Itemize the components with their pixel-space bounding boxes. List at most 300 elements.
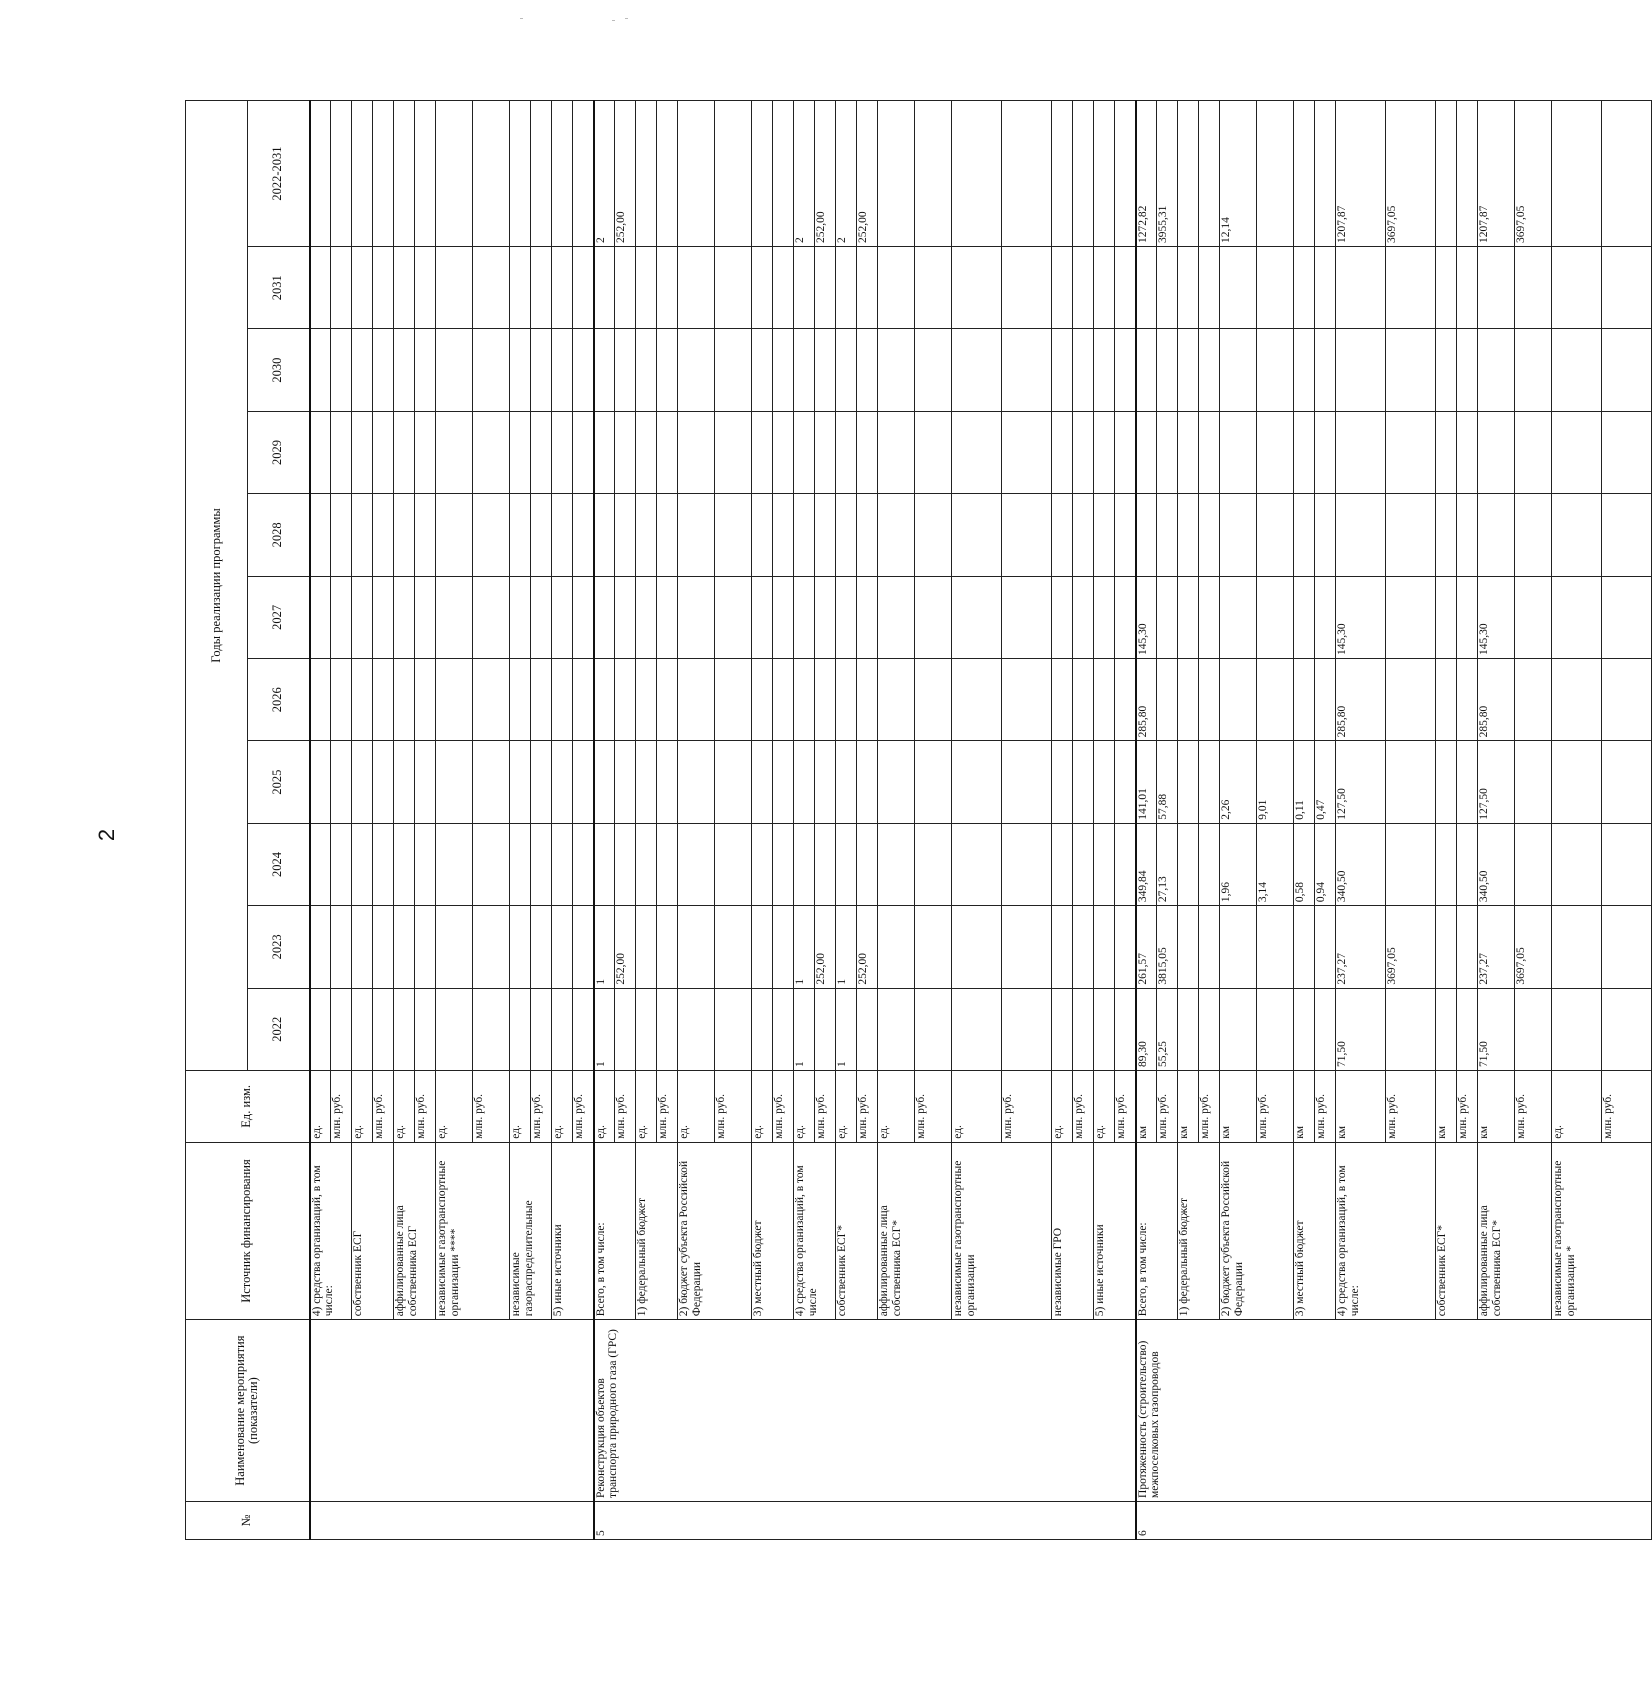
cell-value: [310, 576, 331, 658]
cell-value: [1178, 576, 1199, 658]
cell-unit: млн. руб.: [1386, 1070, 1436, 1142]
cell-value: [715, 101, 752, 247]
cell-value: [510, 494, 531, 576]
cell-value: [794, 329, 815, 411]
cell-value: [952, 741, 1002, 823]
cell-value: [594, 823, 615, 905]
cell-value: [573, 101, 594, 247]
cell-value: [1436, 411, 1457, 493]
cell-value: [352, 247, 373, 329]
cell-value: [773, 494, 794, 576]
cell-value: [310, 906, 331, 988]
cell-value: [1436, 494, 1457, 576]
cell-value: [1315, 411, 1336, 493]
cell-value: [1052, 988, 1073, 1070]
cell-value: [1115, 659, 1136, 741]
cell-unit: км: [1220, 1070, 1257, 1142]
cell-value: [773, 906, 794, 988]
cell-value: 71,50: [1336, 988, 1386, 1070]
rotated-table-wrapper: [185, 100, 1614, 1540]
cell-value: [1115, 576, 1136, 658]
cell-value: [1257, 247, 1294, 329]
cell-value: [878, 329, 915, 411]
cell-value: [1436, 906, 1457, 988]
cell-value: [1094, 659, 1115, 741]
cell-value: [573, 741, 594, 823]
cell-unit: км: [1136, 1070, 1157, 1142]
cell-value: [436, 988, 473, 1070]
cell-value: 1272,82: [1136, 101, 1157, 247]
cell-source: 4) средства организаций, в том числе:: [1336, 1142, 1436, 1319]
cell-source: аффилированные лица собственника ЕСГ*: [1478, 1142, 1552, 1319]
cell-value: [1073, 247, 1094, 329]
cell-value: [915, 741, 952, 823]
cell-unit: ед.: [952, 1070, 1002, 1142]
cell-value: [1094, 823, 1115, 905]
cell-value: [1602, 494, 1652, 576]
cell-value: [1602, 576, 1652, 658]
cell-value: [915, 988, 952, 1070]
cell-value: [1436, 823, 1457, 905]
cell-value: [773, 101, 794, 247]
cell-unit: млн. руб.: [531, 1070, 552, 1142]
cell-value: [1294, 329, 1315, 411]
cell-value: [310, 988, 331, 1070]
cell-number: [310, 1501, 594, 1539]
cell-source: 1) федеральный бюджет: [1178, 1142, 1220, 1319]
cell-value: [915, 659, 952, 741]
cell-unit: млн. руб.: [1073, 1070, 1094, 1142]
cell-value: [415, 906, 436, 988]
cell-value: 237,27: [1336, 906, 1386, 988]
cell-value: [331, 988, 352, 1070]
cell-value: [310, 329, 331, 411]
cell-source: независимые газотранспортные организации ****: [436, 1142, 510, 1319]
cell-event-name: Протяженность (строительство) межпоселковых газопроводов: [1136, 1320, 1652, 1502]
cell-event-name: Реконструкция объектов транспорта природного газа (ГРС): [594, 1320, 1136, 1502]
cell-value: [1220, 906, 1257, 988]
cell-value: [1552, 659, 1602, 741]
cell-value: [394, 329, 415, 411]
cell-value: [678, 576, 715, 658]
cell-value: [1220, 329, 1257, 411]
cell-value: [1094, 329, 1115, 411]
cell-value: [1002, 329, 1052, 411]
cell-value: [615, 247, 636, 329]
table-row: [594, 101, 615, 1540]
cell-value: [636, 329, 657, 411]
cell-source: аффилированные лица собственника ЕСГ: [394, 1142, 436, 1319]
cell-value: [552, 988, 573, 1070]
cell-value: [878, 101, 915, 247]
cell-value: [394, 906, 415, 988]
cell-value: [857, 988, 878, 1070]
cell-value: [815, 329, 836, 411]
cell-value: [1257, 101, 1294, 247]
cell-value: [615, 659, 636, 741]
cell-unit: ед.: [352, 1070, 373, 1142]
cell-value: [1157, 576, 1178, 658]
cell-value: 1: [594, 988, 615, 1070]
cell-value: [1002, 659, 1052, 741]
cell-value: [1257, 576, 1294, 658]
cell-value: [1199, 659, 1220, 741]
cell-value: [715, 494, 752, 576]
cell-value: [310, 741, 331, 823]
cell-value: 145,30: [1478, 576, 1515, 658]
cell-value: [510, 576, 531, 658]
header-event-name: Наименование мероприятия (показатели): [186, 1320, 310, 1502]
cell-source: аффилированные лица собственника ЕСГ*: [878, 1142, 952, 1319]
cell-value: [510, 411, 531, 493]
cell-value: [1336, 329, 1386, 411]
cell-unit: млн. руб.: [1115, 1070, 1136, 1142]
cell-value: [752, 823, 773, 905]
cell-value: [436, 576, 473, 658]
cell-value: [573, 329, 594, 411]
cell-number: 6: [1136, 1501, 1652, 1539]
cell-value: [678, 247, 715, 329]
cell-value: [678, 329, 715, 411]
header-unit: Ед. изм.: [186, 1070, 310, 1142]
cell-unit: млн. руб.: [773, 1070, 794, 1142]
cell-source: 1) федеральный бюджет: [636, 1142, 678, 1319]
cell-value: [373, 823, 394, 905]
cell-value: 1: [794, 988, 815, 1070]
cell-value: [1436, 988, 1457, 1070]
cell-unit: млн. руб.: [715, 1070, 752, 1142]
header-year: 2022: [248, 988, 310, 1070]
cell-value: [752, 494, 773, 576]
cell-value: [794, 576, 815, 658]
cell-unit: км: [1178, 1070, 1199, 1142]
cell-value: [1199, 101, 1220, 247]
cell-value: [373, 659, 394, 741]
cell-value: [552, 659, 573, 741]
cell-value: [1199, 823, 1220, 905]
cell-value: [531, 494, 552, 576]
cell-value: [1386, 823, 1436, 905]
scan-speck: [520, 18, 523, 19]
header-year: 2031: [248, 247, 310, 329]
cell-value: [331, 576, 352, 658]
cell-unit: ед.: [1552, 1070, 1602, 1142]
cell-value: [794, 823, 815, 905]
cell-value: [436, 101, 473, 247]
cell-unit: ед.: [678, 1070, 715, 1142]
cell-value: 1207,87: [1336, 101, 1386, 247]
cell-value: [636, 988, 657, 1070]
cell-unit: млн. руб.: [573, 1070, 594, 1142]
cell-value: [394, 659, 415, 741]
cell-value: [678, 101, 715, 247]
cell-value: [573, 906, 594, 988]
cell-value: [1073, 659, 1094, 741]
cell-value: [1457, 329, 1478, 411]
cell-value: [1115, 329, 1136, 411]
cell-value: [373, 247, 394, 329]
cell-value: [310, 823, 331, 905]
cell-value: [531, 659, 552, 741]
financing-table: [185, 100, 1652, 1540]
cell-value: 2: [836, 101, 857, 247]
cell-value: [1094, 247, 1115, 329]
cell-value: [573, 988, 594, 1070]
cell-value: [1257, 659, 1294, 741]
cell-value: [1457, 988, 1478, 1070]
cell-value: [1552, 906, 1602, 988]
header-year: 2025: [248, 741, 310, 823]
cell-value: [1436, 247, 1457, 329]
cell-value: [1552, 411, 1602, 493]
cell-value: [1552, 494, 1602, 576]
cell-value: 0,47: [1315, 741, 1336, 823]
cell-value: [657, 101, 678, 247]
cell-value: [715, 906, 752, 988]
cell-value: [815, 576, 836, 658]
cell-value: [1220, 247, 1257, 329]
cell-value: [531, 741, 552, 823]
cell-value: [415, 494, 436, 576]
cell-value: [373, 494, 394, 576]
cell-value: [1515, 576, 1552, 658]
cell-value: 0,11: [1294, 741, 1315, 823]
cell-value: 252,00: [857, 906, 878, 988]
cell-value: [657, 247, 678, 329]
cell-value: [1052, 906, 1073, 988]
cell-value: [552, 823, 573, 905]
cell-value: [1178, 494, 1199, 576]
cell-value: [1220, 988, 1257, 1070]
cell-value: [1094, 576, 1115, 658]
cell-value: [952, 988, 1002, 1070]
cell-unit: ед.: [510, 1070, 531, 1142]
scan-speck: [625, 18, 628, 19]
cell-value: [1002, 411, 1052, 493]
cell-value: [1457, 659, 1478, 741]
cell-source: 2) бюджет субъекта Российской Федерации: [1220, 1142, 1294, 1319]
cell-value: [636, 576, 657, 658]
cell-value: [915, 906, 952, 988]
cell-value: [715, 329, 752, 411]
cell-value: [415, 411, 436, 493]
cell-value: [1515, 659, 1552, 741]
cell-value: 252,00: [615, 906, 636, 988]
cell-value: [1315, 247, 1336, 329]
cell-value: [510, 329, 531, 411]
cell-value: [715, 576, 752, 658]
cell-value: [1478, 411, 1515, 493]
cell-value: [1178, 101, 1199, 247]
cell-value: [915, 494, 952, 576]
cell-value: [1115, 247, 1136, 329]
cell-value: [1457, 247, 1478, 329]
cell-unit: ед.: [836, 1070, 857, 1142]
header-year: 2023: [248, 906, 310, 988]
cell-value: 237,27: [1478, 906, 1515, 988]
cell-value: [1315, 576, 1336, 658]
cell-source: независимые ГРО: [1052, 1142, 1094, 1319]
cell-value: [1094, 411, 1115, 493]
cell-value: [1436, 329, 1457, 411]
cell-value: [552, 247, 573, 329]
cell-value: [1515, 329, 1552, 411]
cell-value: [473, 576, 510, 658]
cell-value: [436, 247, 473, 329]
cell-value: [473, 823, 510, 905]
cell-value: [836, 576, 857, 658]
cell-value: [1552, 576, 1602, 658]
cell-value: [915, 411, 952, 493]
table-header: [186, 101, 310, 1540]
cell-value: [394, 247, 415, 329]
cell-value: [1073, 823, 1094, 905]
cell-source: независимые газотранспортные организации: [952, 1142, 1052, 1319]
cell-value: [636, 101, 657, 247]
cell-value: [1552, 988, 1602, 1070]
cell-value: 145,30: [1336, 576, 1386, 658]
cell-value: [878, 906, 915, 988]
cell-value: [657, 329, 678, 411]
cell-value: [352, 988, 373, 1070]
cell-value: [394, 823, 415, 905]
cell-value: [1094, 906, 1115, 988]
header-years-group: Годы реализации программы: [186, 101, 248, 1071]
cell-value: [836, 494, 857, 576]
cell-value: [1220, 659, 1257, 741]
header-year: 2029: [248, 411, 310, 493]
cell-value: [1257, 411, 1294, 493]
cell-value: [657, 988, 678, 1070]
cell-value: [915, 329, 952, 411]
cell-value: [1257, 988, 1294, 1070]
cell-value: [1315, 906, 1336, 988]
cell-value: [1386, 741, 1436, 823]
cell-value: [878, 659, 915, 741]
cell-value: 71,50: [1478, 988, 1515, 1070]
cell-value: [1515, 988, 1552, 1070]
cell-value: 127,50: [1336, 741, 1386, 823]
cell-value: [473, 659, 510, 741]
cell-value: 57,88: [1157, 741, 1178, 823]
cell-value: [1478, 247, 1515, 329]
cell-value: [352, 329, 373, 411]
cell-value: [678, 741, 715, 823]
cell-value: [657, 411, 678, 493]
cell-value: [615, 823, 636, 905]
cell-value: [594, 576, 615, 658]
cell-value: [1157, 247, 1178, 329]
cell-value: 2,26: [1220, 741, 1257, 823]
cell-value: [394, 411, 415, 493]
cell-value: 3815,05: [1157, 906, 1178, 988]
cell-unit: ед.: [1052, 1070, 1073, 1142]
cell-value: [1515, 411, 1552, 493]
cell-value: [1115, 411, 1136, 493]
cell-value: [1002, 988, 1052, 1070]
cell-value: [573, 576, 594, 658]
cell-value: [1336, 411, 1386, 493]
cell-value: [1115, 741, 1136, 823]
cell-value: [573, 659, 594, 741]
cell-value: [1136, 411, 1157, 493]
header-no: №: [186, 1501, 310, 1539]
cell-value: [594, 659, 615, 741]
cell-value: [1257, 906, 1294, 988]
cell-value: [510, 101, 531, 247]
cell-value: [836, 823, 857, 905]
cell-value: [773, 823, 794, 905]
cell-value: [473, 247, 510, 329]
cell-value: [1552, 741, 1602, 823]
cell-value: [1094, 741, 1115, 823]
cell-value: 12,14: [1220, 101, 1257, 247]
cell-value: [1073, 329, 1094, 411]
cell-value: [1115, 494, 1136, 576]
cell-value: 285,80: [1478, 659, 1515, 741]
table-row: [310, 101, 331, 1540]
cell-value: [531, 101, 552, 247]
cell-value: [436, 741, 473, 823]
cell-value: 261,57: [1136, 906, 1157, 988]
cell-value: [1073, 576, 1094, 658]
cell-number: 5: [594, 1501, 1136, 1539]
cell-value: [415, 576, 436, 658]
cell-value: [636, 411, 657, 493]
cell-unit: ед.: [752, 1070, 773, 1142]
cell-value: [1457, 411, 1478, 493]
cell-value: [752, 659, 773, 741]
cell-value: [310, 494, 331, 576]
cell-source: собственник ЕСГ*: [1436, 1142, 1478, 1319]
cell-value: [531, 988, 552, 1070]
cell-value: [952, 247, 1002, 329]
cell-value: [373, 101, 394, 247]
cell-value: [1136, 247, 1157, 329]
cell-value: [1199, 576, 1220, 658]
cell-value: [1115, 906, 1136, 988]
cell-value: [510, 906, 531, 988]
cell-value: [1157, 659, 1178, 741]
cell-value: 3,14: [1257, 823, 1294, 905]
cell-value: [473, 741, 510, 823]
cell-value: 2: [794, 101, 815, 247]
cell-value: [1294, 101, 1315, 247]
cell-value: 0,94: [1315, 823, 1336, 905]
cell-value: [794, 494, 815, 576]
cell-value: 1: [836, 988, 857, 1070]
cell-value: [1457, 576, 1478, 658]
cell-value: [531, 823, 552, 905]
cell-value: [394, 988, 415, 1070]
cell-value: [436, 823, 473, 905]
cell-value: [1199, 411, 1220, 493]
cell-value: [773, 741, 794, 823]
cell-unit: млн. руб.: [415, 1070, 436, 1142]
cell-value: [415, 247, 436, 329]
cell-value: [773, 576, 794, 658]
cell-value: 1: [594, 906, 615, 988]
cell-value: [952, 906, 1002, 988]
cell-source: 2) бюджет субъекта Российской Федерации: [678, 1142, 752, 1319]
cell-unit: млн. руб.: [1257, 1070, 1294, 1142]
cell-value: [573, 494, 594, 576]
cell-value: [952, 659, 1002, 741]
cell-value: [1157, 494, 1178, 576]
cell-unit: млн. руб.: [1157, 1070, 1178, 1142]
cell-value: 3697,05: [1515, 906, 1552, 988]
cell-value: [815, 659, 836, 741]
